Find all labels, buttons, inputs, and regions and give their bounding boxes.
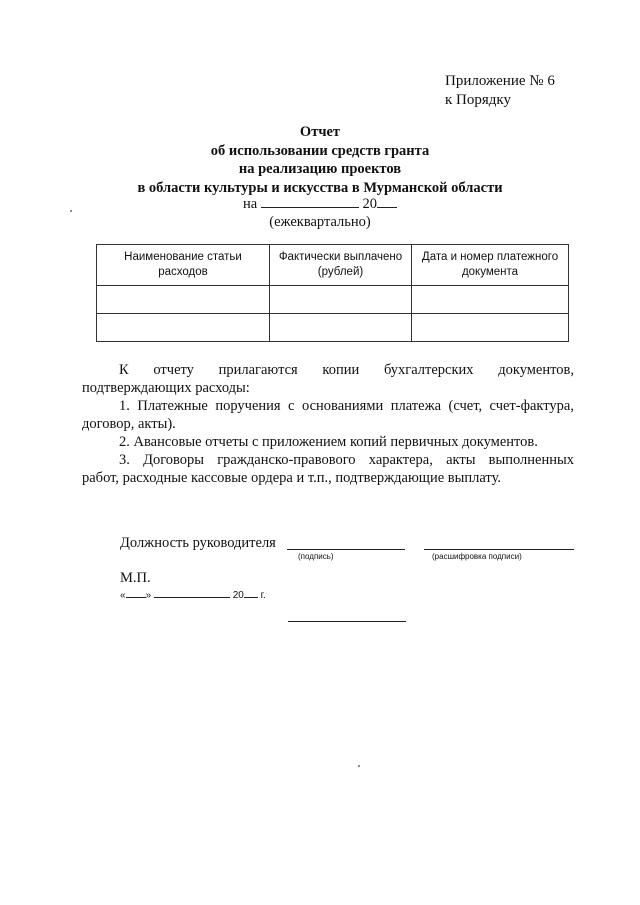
table-cell bbox=[97, 314, 270, 342]
item-2: 2. Авансовые отчеты с приложением копий первичных документов. bbox=[119, 434, 538, 450]
closing-rule bbox=[288, 621, 406, 622]
date-suffix: г. bbox=[260, 590, 266, 601]
period-line bbox=[0, 194, 640, 213]
title-line-1: Отчет bbox=[299, 124, 341, 140]
date-year: 20 bbox=[232, 590, 244, 601]
appendix-order: к Порядку bbox=[445, 92, 511, 108]
date-month-blank bbox=[154, 588, 230, 598]
period-note: (ежеквартально) bbox=[269, 214, 371, 230]
table-row bbox=[97, 314, 569, 342]
header-paid-amount: Фактически выплачено (рублей) bbox=[270, 245, 412, 286]
item-3-line-1: 3. Договоры гражданско-правового характера, акты выполненных bbox=[119, 452, 574, 468]
header-payment-document: Дата и номер платежного документа bbox=[412, 245, 569, 286]
signature-line bbox=[287, 549, 405, 550]
date-day-blank bbox=[126, 588, 146, 598]
signature-decode-caption: (расшифровка подписи) bbox=[432, 552, 522, 561]
manager-position-label: Должность руководителя bbox=[120, 535, 276, 551]
title-line-4: в области культуры и искусства в Мурманской области bbox=[137, 179, 503, 196]
attachments-paragraph bbox=[82, 361, 574, 487]
scan-speck bbox=[358, 765, 360, 767]
period-year-blank bbox=[377, 194, 397, 208]
date-year-blank bbox=[244, 588, 258, 598]
header-expense-item: Наименование статьи расходов bbox=[97, 245, 270, 286]
appendix-reference bbox=[445, 72, 555, 110]
period-prefix: на bbox=[243, 196, 258, 212]
period-year: 20 bbox=[362, 196, 377, 212]
table-cell bbox=[412, 314, 569, 342]
item-3-line-2: работ, расходные кассовые ордера и т.п., подтверждающие выплату. bbox=[82, 470, 501, 486]
scan-speck bbox=[70, 210, 72, 212]
stamp-place: М.П. bbox=[120, 570, 151, 586]
report-period bbox=[0, 194, 640, 231]
item-1-line-1: 1. Платежные поручения с основаниями платежа (счет, счет-фактура, bbox=[119, 398, 574, 414]
document-title bbox=[0, 123, 640, 197]
table-cell bbox=[412, 286, 569, 314]
intro-line-2: подтверждающих расходы: bbox=[82, 380, 250, 396]
date-close-quote: » bbox=[145, 590, 152, 601]
signature-caption: (подпись) bbox=[298, 552, 334, 561]
signature-decode-line bbox=[424, 549, 574, 550]
date-open-quote: « bbox=[120, 590, 126, 601]
table-header-row bbox=[97, 245, 569, 286]
title-line-3: на реализацию проектов bbox=[238, 161, 402, 177]
table-cell bbox=[270, 314, 412, 342]
table-row bbox=[97, 286, 569, 314]
expense-table bbox=[96, 244, 569, 342]
title-line-2: об использовании средств гранта bbox=[210, 142, 430, 159]
appendix-number: Приложение № 6 bbox=[445, 73, 555, 89]
table-cell bbox=[97, 286, 270, 314]
period-blank bbox=[261, 194, 359, 208]
signature-date bbox=[120, 588, 266, 601]
intro-line-1: К отчету прилагаются копии бухгалтерских документов, bbox=[119, 362, 574, 378]
table-cell bbox=[270, 286, 412, 314]
item-1-line-2: договор, акты). bbox=[82, 416, 176, 432]
